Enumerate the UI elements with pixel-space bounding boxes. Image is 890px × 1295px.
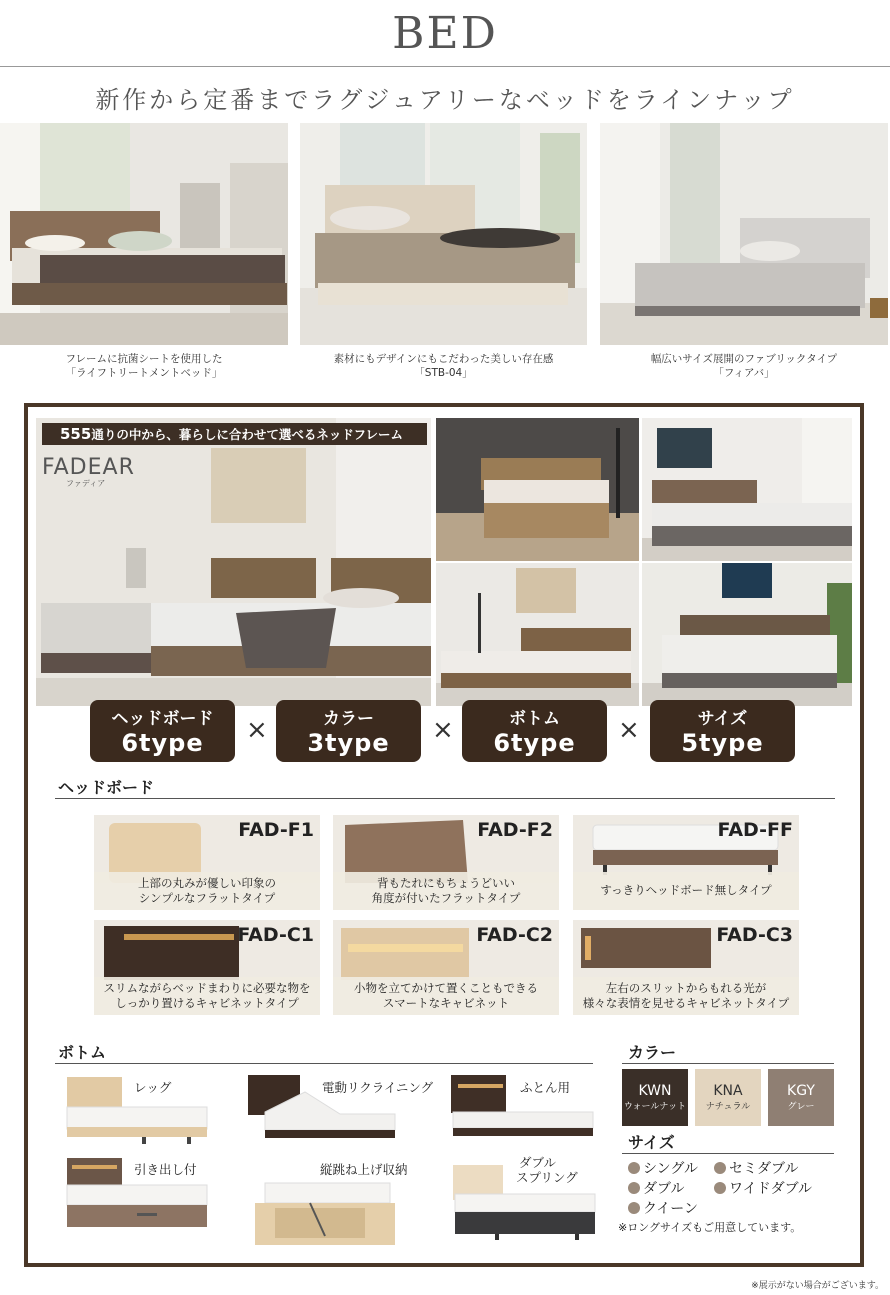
hero-caption-1-line1: フレームに抗菌シートを使用した xyxy=(65,353,223,365)
size-item-double xyxy=(628,1178,684,1198)
desc-line1: スリムながらベッドまわりに必要な物を xyxy=(103,981,311,995)
feature-size-value: 5type xyxy=(681,729,764,757)
hero-caption-2-line1: 素材にもデザインにもこだわった美しい存在感 xyxy=(333,353,554,365)
bullet-dot-icon xyxy=(714,1182,726,1194)
catch-number: 555 xyxy=(60,425,92,443)
headboard-card-fad-ff xyxy=(573,815,799,910)
color-code: KWN xyxy=(638,1083,672,1099)
hero-photo-stb04-bed xyxy=(300,123,587,345)
headboard-desc xyxy=(94,872,320,910)
desc-line2: 角度が付いたフラットタイプ xyxy=(371,891,521,905)
color-section-rule xyxy=(622,1063,834,1064)
color-code: KNA xyxy=(713,1083,743,1099)
times-sign-3: × xyxy=(618,715,640,745)
feature-color-value: 3type xyxy=(307,729,390,757)
color-section-title: カラー xyxy=(628,1043,677,1062)
color-swatch-kna xyxy=(695,1069,761,1126)
headboard-card-fad-c2 xyxy=(333,920,559,1015)
bottom-futon-label: ふとん用 xyxy=(520,1080,571,1095)
headboard-desc xyxy=(573,977,799,1015)
bottom-storage-image xyxy=(250,1178,400,1254)
bottom-leg-label: レッグ xyxy=(134,1080,172,1095)
times-sign-2: × xyxy=(432,715,454,745)
feature-bottom-value: 6type xyxy=(493,729,576,757)
desc-line2: スマートなキャビネット xyxy=(382,996,510,1010)
size-item-queen xyxy=(628,1198,698,1218)
bullet-dot-icon xyxy=(714,1162,726,1174)
hero-caption-3-line1: 幅広いサイズ展開のファブリックタイプ xyxy=(650,353,838,365)
fadear-sub-photo-1 xyxy=(436,418,639,561)
color-swatch-kwn xyxy=(622,1069,688,1126)
footnote: ※展示がない場合がございます。 xyxy=(751,1281,884,1291)
bullet-dot-icon xyxy=(628,1182,640,1194)
size-label: クイーン xyxy=(643,1201,699,1217)
headboard-code: FAD-C2 xyxy=(476,924,553,946)
headboard-code: FAD-F1 xyxy=(238,819,314,841)
times-sign-1: × xyxy=(246,715,268,745)
hero-caption-1-line2: 「ライフトリートメントベッド」 xyxy=(65,367,223,379)
size-label: ダブル xyxy=(643,1181,685,1197)
page-title: BED xyxy=(392,8,498,59)
hero-photo-lifetreatment-bed xyxy=(0,123,288,345)
headboard-desc xyxy=(333,977,559,1015)
headboard-code: FAD-C1 xyxy=(237,924,314,946)
headboard-card-fad-c3 xyxy=(573,920,799,1015)
color-name: ウォールナット xyxy=(623,1102,687,1112)
fadear-sub-photo-2 xyxy=(642,418,852,561)
headboard-desc xyxy=(94,977,320,1015)
headboard-section-rule xyxy=(55,798,835,799)
desc-line2: シンプルなフラットタイプ xyxy=(138,891,276,905)
catch-text: 通りの中から、暮らしに合わせて選べるネッドフレーム xyxy=(91,427,403,442)
size-label: セミダブル xyxy=(729,1161,799,1177)
hero-caption-2-line2: 「STB-04」 xyxy=(414,367,473,379)
size-section-title: サイズ xyxy=(628,1133,675,1152)
feature-color-badge xyxy=(276,700,421,762)
desc-line1: 小物を立てかけて置くこともできる xyxy=(354,981,538,995)
desc-line1: すっきりヘッドボード無しタイプ xyxy=(600,883,772,897)
page-subtitle: 新作から定番までラグジュアリーなベッドをラインナップ xyxy=(95,86,795,114)
bullet-dot-icon xyxy=(628,1202,640,1214)
feature-size-badge xyxy=(650,700,795,762)
bottom-drawer-label: 引き出し付 xyxy=(134,1162,197,1177)
bottom-storage-label: 縦跳ね上げ収納 xyxy=(320,1162,408,1177)
headboard-card-fad-f1 xyxy=(94,815,320,910)
feature-color-label: カラー xyxy=(323,709,374,729)
color-code: KGY xyxy=(787,1083,815,1099)
size-item-semi-double xyxy=(714,1158,798,1178)
feature-headboard-value: 6type xyxy=(121,729,204,757)
headboard-code: FAD-F2 xyxy=(477,819,553,841)
size-label: ワイドダブル xyxy=(729,1181,813,1197)
feature-bottom-badge xyxy=(462,700,607,762)
title-divider xyxy=(0,66,890,67)
feature-headboard-badge xyxy=(90,700,235,762)
bottom-spring-label-line1: ダブル xyxy=(519,1155,557,1170)
size-section-rule xyxy=(622,1153,834,1154)
headboard-card-fad-c1 xyxy=(94,920,320,1015)
desc-line2: しっかり置けるキャビネットタイプ xyxy=(115,996,299,1010)
fadear-logo: FADEAR xyxy=(42,455,135,480)
bullet-dot-icon xyxy=(628,1162,640,1174)
fadear-sub-photo-3 xyxy=(436,563,639,706)
fadear-sub-photo-4 xyxy=(642,563,852,706)
desc-line2: 様々な表情を見せるキャビネットタイプ xyxy=(582,996,790,1010)
desc-line1: 背もたれにもちょうどいい xyxy=(377,876,515,890)
color-swatch-kgy xyxy=(768,1069,834,1126)
desc-line1: 上部の丸みが優しい印象の xyxy=(138,876,276,890)
headboard-desc xyxy=(333,872,559,910)
headboard-code: FAD-C3 xyxy=(716,924,793,946)
fadear-logo-kana: ファディア xyxy=(66,479,106,488)
feature-bottom-label: ボトム xyxy=(509,709,560,729)
bottom-recline-label: 電動リクライニング xyxy=(322,1080,434,1095)
feature-headboard-label: ヘッドボード xyxy=(111,709,214,729)
size-item-wide-double xyxy=(714,1178,812,1198)
bottom-spring-label-line2: スプリング xyxy=(516,1170,578,1185)
headboard-code: FAD-FF xyxy=(717,819,793,841)
color-name: グレー xyxy=(787,1102,815,1112)
headboard-section-title: ヘッドボード xyxy=(58,778,155,797)
feature-size-label: サイズ xyxy=(697,709,748,729)
size-item-single xyxy=(628,1158,698,1178)
bottom-section-title: ボトム xyxy=(58,1043,107,1062)
bottom-section-rule xyxy=(55,1063,593,1064)
size-note: ※ロングサイズもご用意しています。 xyxy=(618,1221,802,1234)
fadear-catchphrase xyxy=(42,423,427,445)
headboard-desc xyxy=(573,872,799,910)
size-label: シングル xyxy=(643,1161,698,1177)
hero-photo-fiaba-bed xyxy=(600,123,888,345)
headboard-card-fad-f2 xyxy=(333,815,559,910)
bottom-spring-label xyxy=(516,1155,578,1185)
color-name: ナチュラル xyxy=(705,1102,751,1112)
desc-line1: 左右のスリットからもれる光が xyxy=(605,981,767,995)
hero-caption-3-line2: 「フィアバ」 xyxy=(713,367,775,379)
